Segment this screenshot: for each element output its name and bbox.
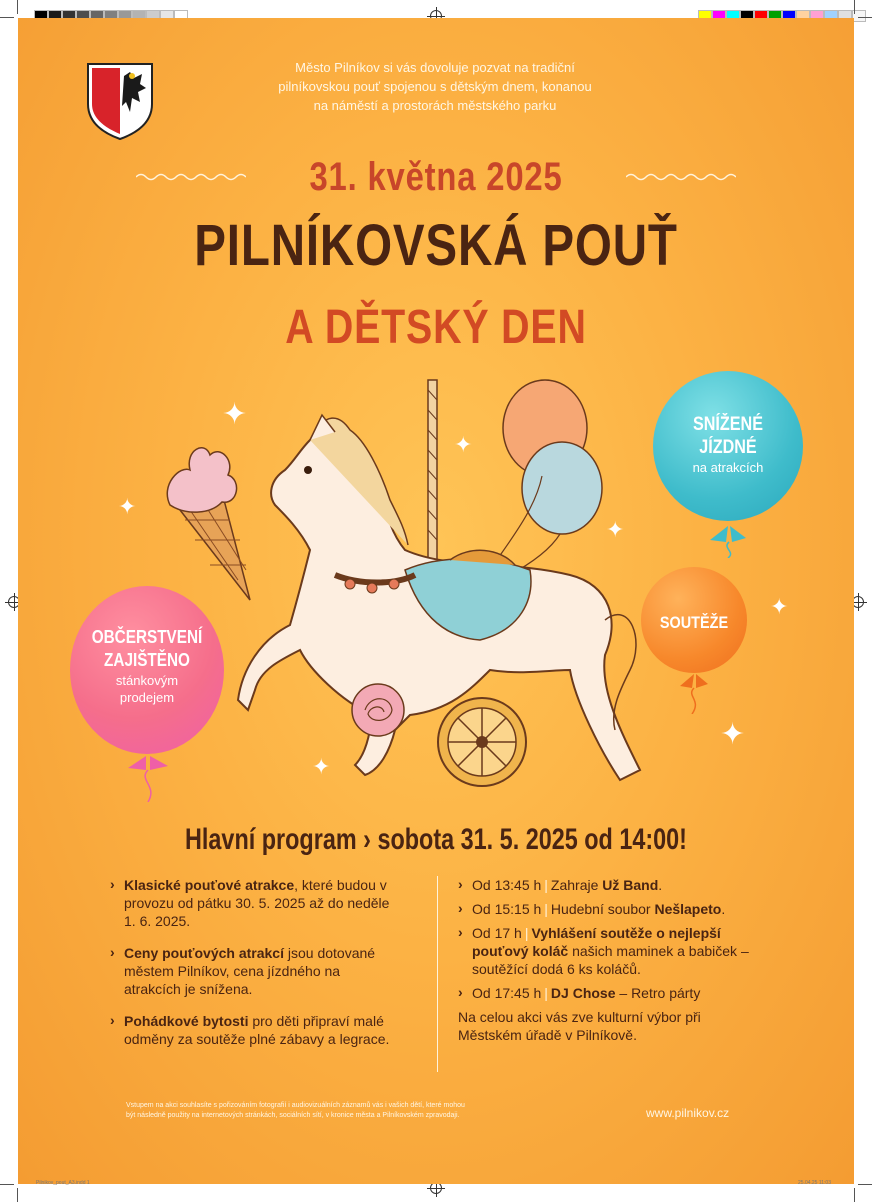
ice-cream-icon [167,448,250,600]
balloon-knot-icon [124,750,172,802]
schedule-time: Od 15:15 h [472,901,542,917]
balloon-subtitle: stánkovým [115,673,179,688]
item-text: Hudební soubor [550,901,655,917]
crop-mark [0,1184,14,1185]
star-icon: ✦ [454,432,473,457]
star-icon: ✦ [312,754,331,779]
crop-mark [854,1188,855,1202]
print-slug: 25.04.25 11:03 [798,1180,831,1186]
crop-mark [17,1188,18,1202]
closing-text: Na celou akci vás zve kulturní výbor při Městském úřadě v Pilníkově. [458,1009,701,1043]
balloon-knot-icon [676,670,712,714]
event-date: 31. května 2025 [309,155,563,199]
balloon-title: SOUTĚŽE [659,613,729,632]
schedule-item: › Od 17:45 h | DJ Chose – Retro párty [458,984,768,1002]
list-item [110,1012,400,1048]
page-subtitle: A DĚTSKÝ DEN [285,301,587,354]
schedule-item: › Od 15:15 h | Hudební soubor Nešlapeto. [458,900,768,918]
photo-consent-note: Vstupem na akci souhlasíte s pořizováním fotografií i audiovizuálních záznamů vás i vašich dětí, které mohou být následně použity na internetových stránkách, sociálních sítí, v kronice města a Pilníkovském zpravodaji. [126,1102,465,1119]
star-icon: ✦ [606,517,625,542]
coat-of-arms-icon [86,62,154,140]
schedule-time: Od 13:45 h [472,877,542,893]
intro-text [240,58,630,115]
item-highlight: Už Band [602,877,659,893]
intro-line: Město Pilníkov si vás dovoluje pozvat na tradiční [295,60,575,75]
balloon-title: SNÍŽENÉ [692,414,763,435]
crop-mark [854,0,855,14]
schedule-item: › Od 17 h | Vyhlášení soutěže o nejlepší pouťový koláč našich maminek a babiček – soutěžící dodá 6 ks koláčů. [458,924,768,978]
crop-mark [17,0,18,14]
item-highlight: Nešlapeto [654,901,722,917]
item-text: – Retro párty [615,985,701,1001]
balloon-competitions [641,567,747,673]
website-link[interactable]: www.pilnikov.cz [646,1106,730,1120]
balloon-title: JÍZDNÉ [699,437,757,458]
item-highlight: Ceny pouťových atrakcí [124,945,284,961]
column-divider [437,876,438,1072]
program-heading: Hlavní program › sobota 31. 5. 2025 od 14:00! [185,823,687,856]
item-text: . [658,877,663,893]
balloon-subtitle: na atrakcích [692,460,764,475]
balloon-title: OBČERSTVENÍ [91,627,203,647]
balloon-subtitle: prodejem [119,690,175,705]
page-title: PILNÍKOVSKÁ POUŤ [194,213,678,278]
item-highlight: Pohádkové bytosti [124,1013,249,1029]
intro-line: pilníkovskou pouť spojenou s dětským dnem, konanou [278,79,592,94]
star-icon: ✦ [770,594,789,619]
list-item [110,944,400,998]
balloon-reduced-fare [653,371,803,521]
item-highlight: DJ Chose [550,985,616,1001]
item-text: pro děti připraví malé odměny za soutěže plné zábavy a legrace. [124,1013,390,1047]
list-item [110,876,400,930]
print-slug: Pilnikov_pout_A3.indd 1 [36,1180,90,1186]
star-icon: ✦ [720,718,746,751]
schedule-time: Od 17 h [472,925,522,941]
intro-line: na náměstí a prostorách městského parku [313,98,557,113]
wheel-icon [438,698,526,786]
balloon-knot-icon [706,518,752,558]
crop-mark [858,17,872,18]
carousel-pole-icon [428,380,437,580]
item-text: . [721,901,726,917]
crop-mark [858,1184,872,1185]
item-highlight: Vyhlášení soutěže o nejlepší pouťový koláč [472,925,721,959]
carousel-illustration [150,370,650,820]
crop-mark [0,17,14,18]
balloon-title: ZAJIŠTĚNO [104,650,190,670]
item-text: jsou dotované městem Pilníkov, cena jízdného na atrakcích je snížena. [124,945,376,997]
schedule-item: › Od 13:45 h | Zahraje Už Band. [458,876,768,894]
program-left-column [110,876,400,1062]
balloon-refreshments [70,586,224,754]
star-icon: ✦ [222,398,248,431]
item-text: , které budou v provozu od pátku 30. 5. 2025 až do neděle 1. 6. 2025. [124,877,390,929]
item-highlight: Klasické pouťové atrakce [124,877,295,893]
rose-icon [352,684,404,736]
schedule-time: Od 17:45 h [472,985,542,1001]
star-icon: ✦ [118,494,137,519]
item-text: Zahraje [550,877,603,893]
balloons-icon [490,380,602,580]
program-right-column [458,876,768,1044]
item-text: našich maminek a babiček – soutěžící dodá 6 ks koláčů. [472,943,749,977]
